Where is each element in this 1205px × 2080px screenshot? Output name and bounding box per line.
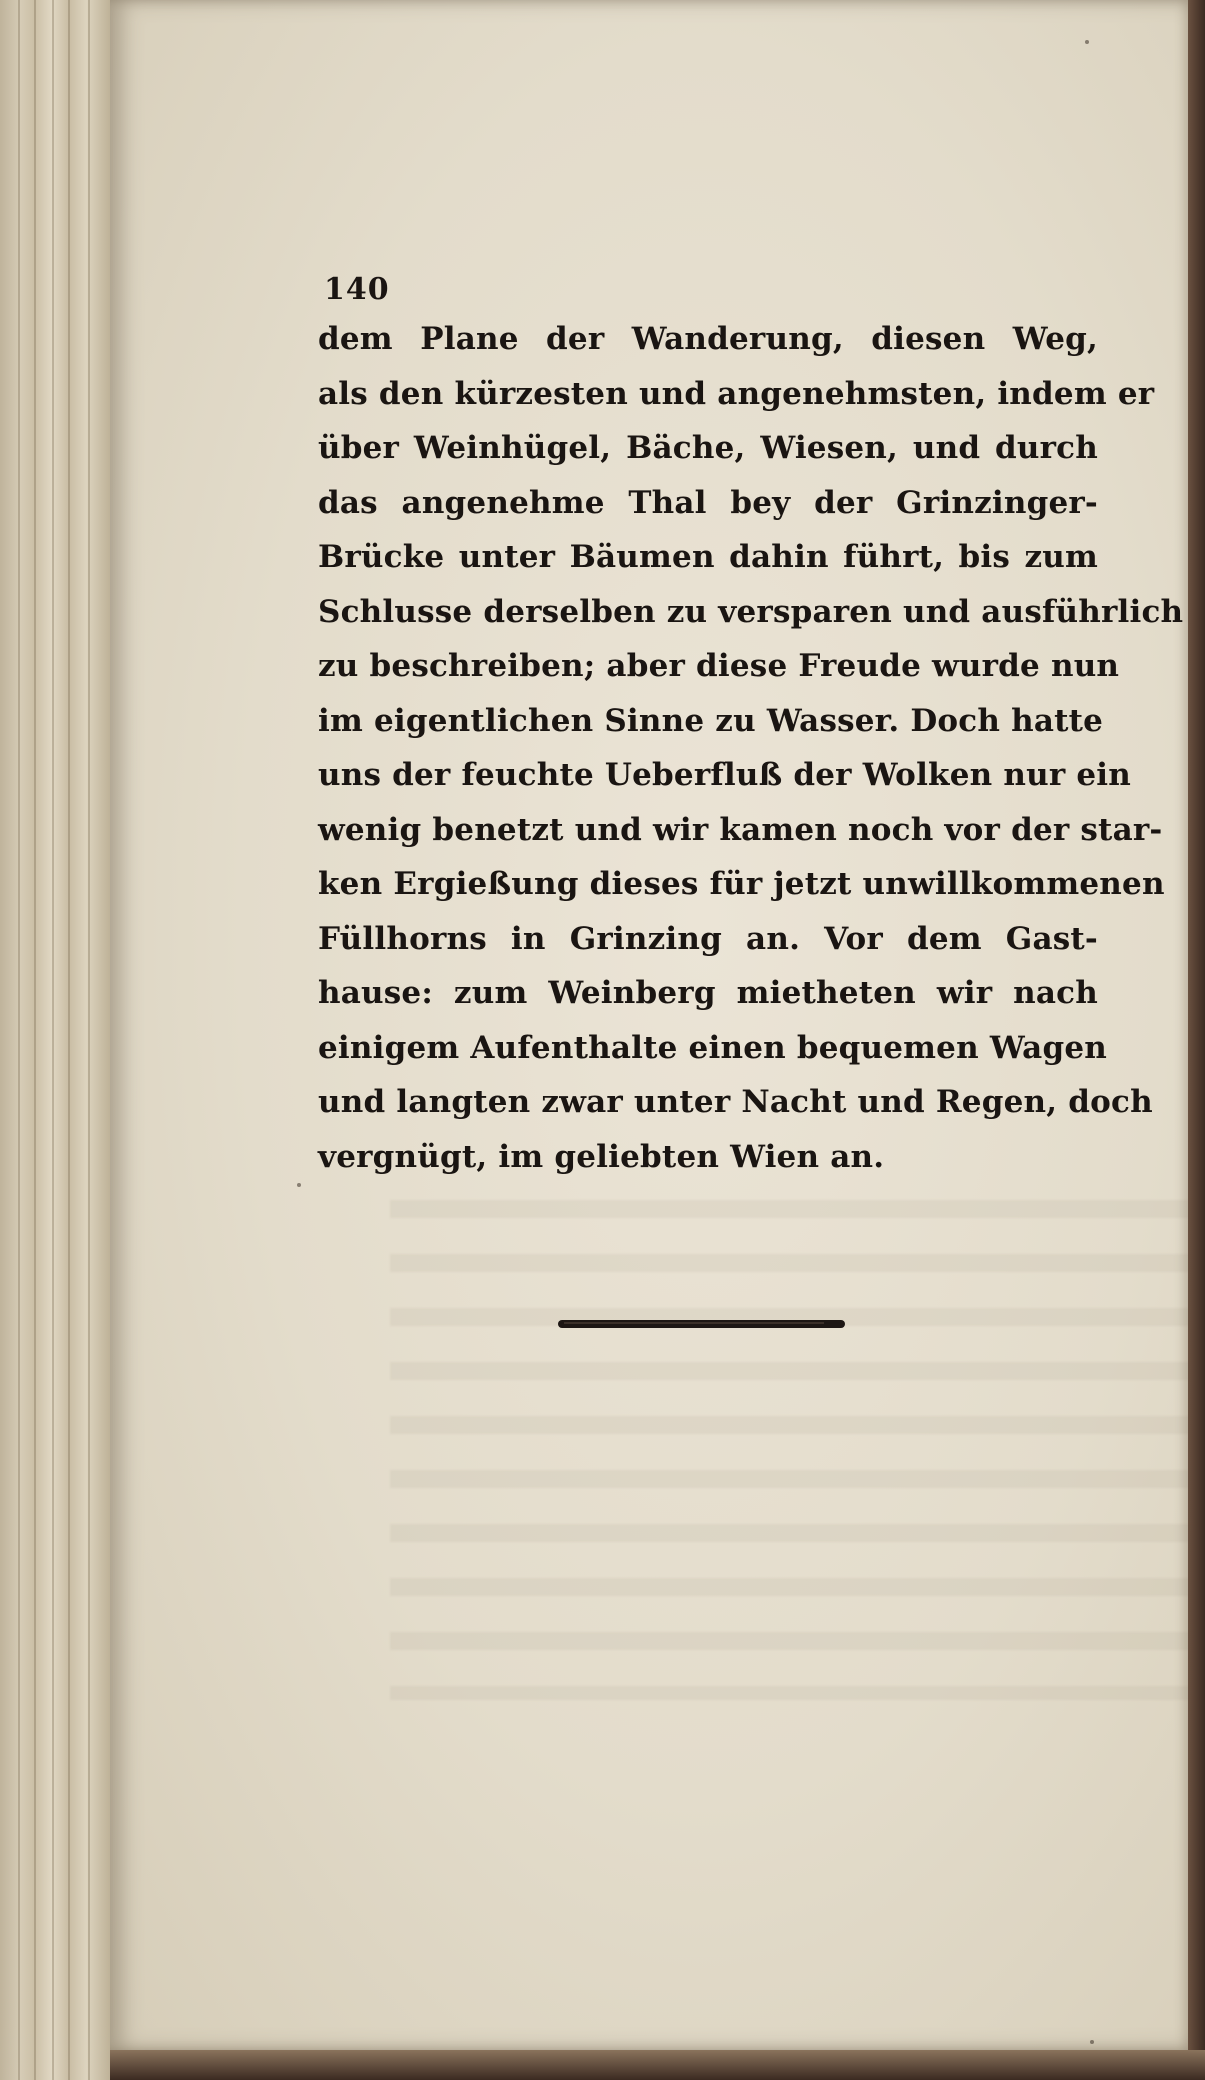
- text-line-8: im eigentlichen Sinne zu Wasser. Doch hatte: [318, 702, 1104, 739]
- paper-speck: [297, 1183, 301, 1187]
- page-edge-line: [18, 0, 20, 2080]
- text-line-6: Schlusse derselben zu versparen und ausführlich: [318, 593, 1184, 630]
- text-line-4: das angenehme Thal bey der Grinzinger-: [318, 484, 1098, 521]
- page-edge-line: [52, 0, 54, 2080]
- paper-speck: [1085, 40, 1089, 44]
- bottom-binding-edge: [110, 2050, 1205, 2080]
- text-line-2: als den kürzesten und angenehmsten, indem er: [318, 375, 1155, 412]
- paper-speck: [1090, 2040, 1094, 2044]
- text-line-11: ken Ergießung dieses für jetzt unwillkommenen: [318, 866, 1165, 902]
- page-edge-line: [68, 0, 70, 2080]
- show-through-text: [390, 1200, 1205, 1700]
- text-line-3: über Weinhügel, Bäche, Wiesen, und durch: [318, 430, 1098, 466]
- page-stack-edges: [0, 0, 115, 2080]
- page-number: 140: [324, 272, 390, 307]
- end-ornament-rule: [558, 1320, 845, 1328]
- right-binding-edge: [1188, 0, 1205, 2080]
- text-line-5: Brücke unter Bäumen dahin führt, bis zum: [318, 539, 1098, 575]
- text-line-13: hause: zum Weinberg mietheten wir nach: [318, 975, 1098, 1011]
- text-line-15: und langten zwar unter Nacht und Regen, doch: [318, 1084, 1153, 1120]
- page-edge-line: [34, 0, 36, 2080]
- rule-highlight: [564, 1322, 824, 1324]
- text-line-16: vergnügt, im geliebten Wien an.: [318, 1138, 885, 1175]
- text-line-14: einigem Aufenthalte einen bequemen Wagen: [318, 1029, 1107, 1066]
- text-line-7: zu beschreiben; aber diese Freude wurde nun: [318, 648, 1120, 684]
- text-line-12: Füllhorns in Grinzing an. Vor dem Gast-: [318, 920, 1098, 957]
- text-line-1: dem Plane der Wanderung, diesen Weg,: [318, 321, 1098, 357]
- page-text-block: [318, 270, 1184, 1184]
- text-line-10: wenig benetzt und wir kamen noch vor der star-: [318, 811, 1163, 848]
- page-edge-line: [88, 0, 90, 2080]
- text-line-9: uns der feuchte Ueberfluß der Wolken nur ein: [318, 757, 1132, 793]
